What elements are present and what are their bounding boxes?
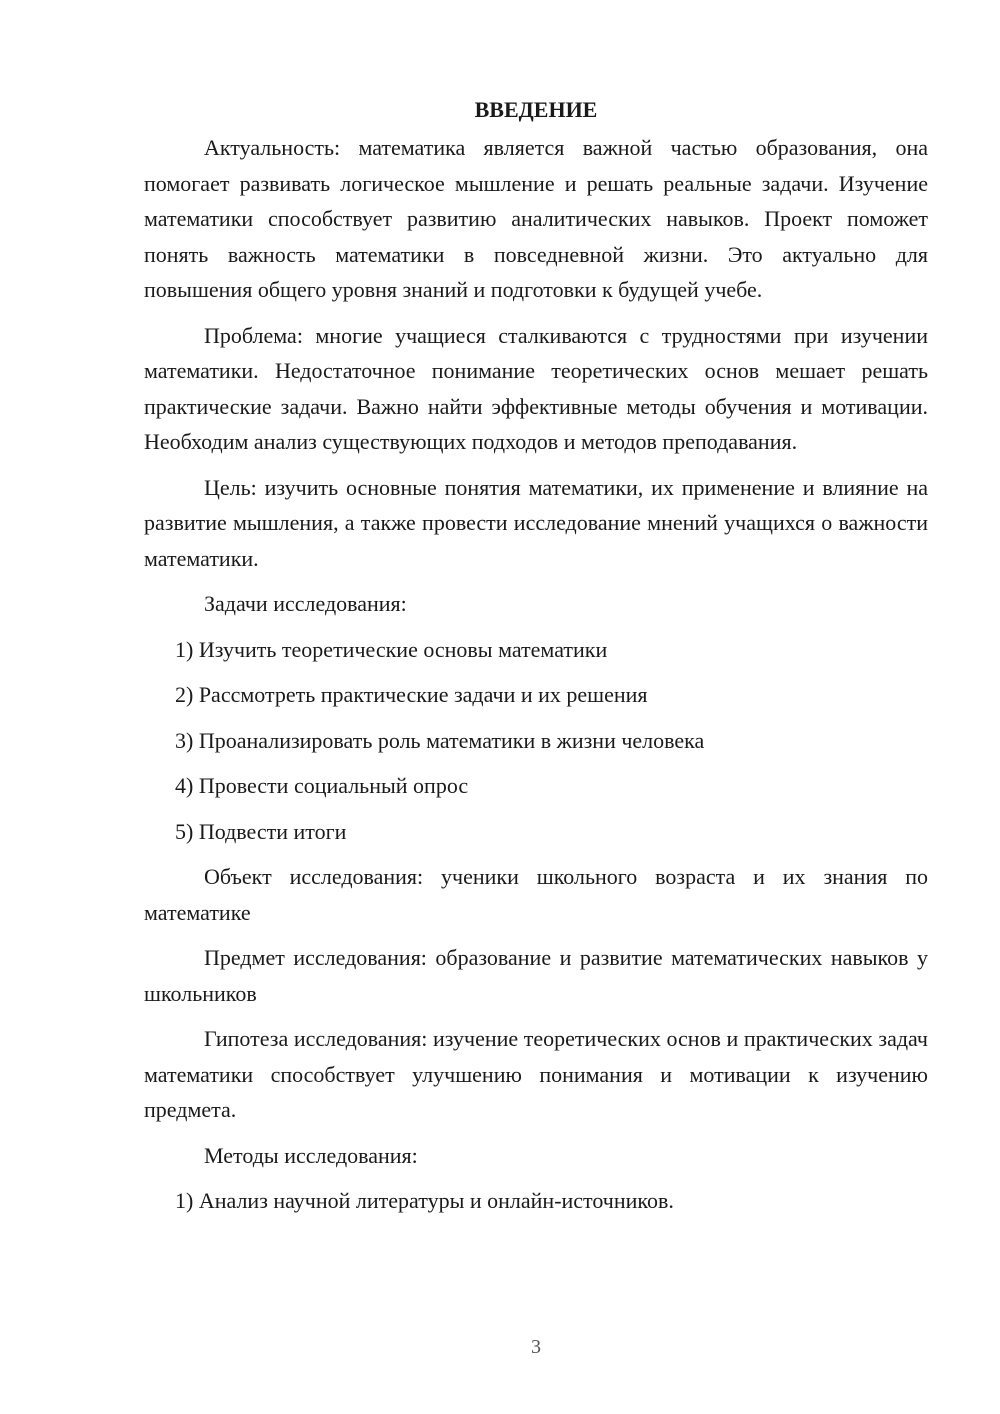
- task-item: 5) Подвести итоги: [175, 818, 347, 844]
- relevance-paragraph: Актуальность: математика является важной частью образования, она помогает развивать логическое мышление и решать реальные задачи. Изучение математики способствует развитию аналитических навыков. Проект поможет понять важность математики в повседневной жизни. Это актуально для повышения общего уровня знаний и подготовки к будущей учебе.: [144, 135, 928, 302]
- task-item: 3) Проанализировать роль математики в жизни человека: [175, 727, 705, 753]
- task-item: 4) Провести социальный опрос: [175, 773, 469, 798]
- method-item: 1) Анализ научной литературы и онлайн-источников.: [175, 1188, 674, 1213]
- hypothesis-paragraph: Гипотеза исследования: изучение теоретических основ и практических задач математики способствует улучшению понимания и мотивации к изучению предмета.: [144, 1026, 928, 1122]
- goal-paragraph: Цель: изучить основные понятия математики, их применение и влияние на развитие мышления, а также провести исследование мнений учащихся о важности математики.: [144, 474, 928, 571]
- problem-paragraph: Проблема: многие учащиеся сталкиваются с трудностями при изучении математики. Недостаточное понимание теоретических основ мешает решать практические задачи. Важно найти эффективные методы обучения и мотивации. Необходим анализ существующих подходов и методов преподавания.: [144, 322, 928, 454]
- subject-paragraph: Предмет исследования: образование и развитие математических навыков у школьников: [144, 945, 928, 1006]
- page-number: 3: [531, 1336, 541, 1358]
- page-content: [144, 92, 928, 1229]
- page-title: ВВЕДЕНИЕ: [474, 97, 598, 122]
- task-item: 1) Изучить теоретические основы математики: [175, 636, 608, 662]
- object-paragraph: Объект исследования: ученики школьного возраста и их знания по математике: [144, 864, 928, 925]
- task-item: 2) Рассмотреть практические задачи и их решения: [175, 682, 648, 707]
- methods-title: Методы исследования:: [204, 1142, 418, 1168]
- tasks-title: Задачи исследования:: [204, 591, 407, 616]
